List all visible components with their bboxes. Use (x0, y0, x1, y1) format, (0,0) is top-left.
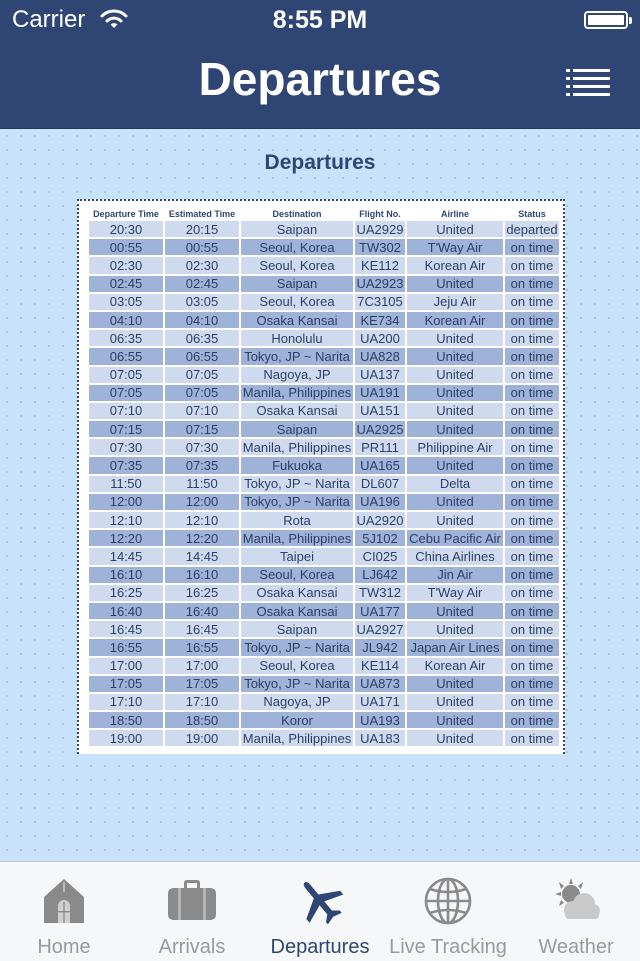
tab-live-tracking[interactable] (384, 862, 512, 961)
cell-estimated-time: 12:20 (165, 530, 239, 546)
cell-airline: United (407, 621, 503, 637)
cell-flight-no: PR111 (355, 439, 405, 455)
table-row[interactable] (89, 221, 559, 237)
cell-status: on time (505, 585, 559, 601)
cell-flight-no: UA191 (355, 385, 405, 401)
cell-airline: United (407, 494, 503, 510)
cell-destination: Tokyo, JP ~ Narita (241, 494, 353, 510)
table-row[interactable] (89, 476, 559, 492)
cell-airline: Jeju Air (407, 294, 503, 310)
header-flight-no: Flight No. (355, 209, 405, 219)
table-row[interactable] (89, 730, 559, 746)
cell-status: on time (505, 439, 559, 455)
cell-status: on time (505, 312, 559, 328)
cell-destination: Koror (241, 712, 353, 728)
tab-weather[interactable] (512, 862, 640, 961)
table-row[interactable] (89, 494, 559, 510)
header-estimated-time: Estimated Time (165, 209, 239, 219)
cell-departure-time: 07:15 (89, 421, 163, 437)
cell-estimated-time: 16:10 (165, 567, 239, 583)
cell-flight-no: CI025 (355, 548, 405, 564)
cell-destination: Seoul, Korea (241, 294, 353, 310)
list-icon[interactable] (566, 68, 610, 100)
cell-destination: Saipan (241, 276, 353, 292)
cell-flight-no: UA2920 (356, 512, 404, 528)
cell-airline: Delta (407, 476, 503, 492)
cell-airline: United (407, 421, 503, 437)
cell-status: on time (505, 548, 559, 564)
table-row[interactable] (89, 439, 559, 455)
cell-departure-time: 12:10 (89, 512, 163, 528)
cell-departure-time: 04:10 (89, 312, 163, 328)
cell-flight-no: UA2925 (356, 421, 404, 437)
cell-flight-no: LJ642 (355, 567, 405, 583)
cell-flight-no: UA151 (355, 403, 405, 419)
cell-estimated-time: 02:45 (165, 276, 239, 292)
carrier-label: Carrier (12, 6, 86, 33)
cell-destination: Seoul, Korea (241, 567, 353, 583)
cell-estimated-time: 12:10 (165, 512, 239, 528)
table-row[interactable] (89, 639, 559, 655)
cell-estimated-time: 07:35 (165, 457, 239, 473)
cell-status: on time (505, 639, 559, 655)
table-row[interactable] (89, 312, 559, 328)
tab-label-home: Home (37, 936, 91, 958)
tab-departures[interactable] (256, 862, 384, 961)
cell-flight-no: UA193 (355, 712, 405, 728)
cell-departure-time: 12:00 (89, 494, 163, 510)
cell-estimated-time: 16:25 (165, 585, 239, 601)
cell-status: on time (505, 421, 559, 437)
cell-status: on time (505, 276, 559, 292)
cell-destination: Saipan (241, 621, 353, 637)
table-row[interactable] (89, 567, 559, 583)
table-row[interactable] (89, 457, 559, 473)
cell-departure-time: 16:10 (89, 567, 163, 583)
table-row[interactable] (89, 257, 559, 273)
table-row[interactable] (89, 276, 559, 292)
cell-estimated-time: 19:00 (165, 730, 239, 746)
cell-estimated-time: 14:45 (165, 548, 239, 564)
cell-airline: United (407, 712, 503, 728)
table-row[interactable] (89, 712, 559, 728)
cell-estimated-time: 16:45 (165, 621, 239, 637)
cell-destination: Osaka Kansai (241, 403, 353, 419)
table-row[interactable] (89, 694, 559, 710)
tab-home[interactable] (0, 862, 128, 961)
departures-table (87, 207, 561, 748)
cell-flight-no: TW312 (355, 585, 405, 601)
cell-flight-no: KE114 (355, 658, 405, 674)
cell-status: on time (505, 330, 559, 346)
cell-status: on time (505, 603, 559, 619)
cell-airline: T'Way Air (407, 239, 503, 255)
cell-estimated-time: 18:50 (165, 712, 239, 728)
cell-status: on time (505, 348, 559, 364)
cell-status: on time (505, 367, 559, 383)
cell-destination: Saipan (241, 421, 353, 437)
table-row[interactable] (89, 530, 559, 546)
cell-estimated-time: 11:50 (165, 476, 239, 492)
cell-flight-no: UA2927 (356, 621, 404, 637)
cell-airline: T'Way Air (407, 585, 503, 601)
cell-airline: Korean Air (407, 658, 503, 674)
cell-departure-time: 07:05 (89, 385, 163, 401)
cell-estimated-time: 07:30 (165, 439, 239, 455)
cell-status: on time (505, 530, 559, 546)
departures-table-frame[interactable] (77, 199, 565, 754)
cell-airline: United (407, 730, 503, 746)
cell-destination: Saipan (241, 221, 353, 237)
cell-estimated-time: 17:00 (165, 658, 239, 674)
cell-destination: Seoul, Korea (241, 239, 353, 255)
cell-status: on time (505, 403, 559, 419)
cell-flight-no: KE734 (355, 312, 405, 328)
cell-flight-no: UA200 (355, 330, 405, 346)
cell-estimated-time: 03:05 (165, 294, 239, 310)
cell-airline: United (407, 676, 503, 692)
cell-estimated-time: 04:10 (165, 312, 239, 328)
cell-airline: Jin Air (407, 567, 503, 583)
sun-cloud-icon (551, 876, 601, 926)
cell-airline: United (407, 276, 503, 292)
cell-flight-no: UA873 (355, 676, 405, 692)
cell-status: on time (505, 621, 559, 637)
suitcase-icon (167, 876, 217, 926)
table-row[interactable] (89, 348, 559, 364)
cell-departure-time: 11:50 (89, 476, 163, 492)
cell-flight-no: TW302 (355, 239, 405, 255)
cell-status: on time (505, 294, 559, 310)
status-time: 8:55 PM (272, 6, 368, 34)
cell-flight-no: UA165 (355, 457, 405, 473)
house-icon (39, 876, 89, 926)
table-row[interactable] (89, 548, 559, 564)
cell-destination: Seoul, Korea (241, 257, 353, 273)
cell-airline: United (407, 403, 503, 419)
cell-flight-no: 5J102 (355, 530, 405, 546)
cell-departure-time: 07:30 (89, 439, 163, 455)
cell-airline: United (407, 694, 503, 710)
cell-departure-time: 02:45 (89, 276, 163, 292)
cell-destination: Nagoya, JP (241, 367, 353, 383)
cell-departure-time: 16:40 (89, 603, 163, 619)
cell-destination: Osaka Kansai (241, 603, 353, 619)
cell-departure-time: 16:25 (89, 585, 163, 601)
cell-estimated-time: 20:15 (165, 221, 239, 237)
cell-estimated-time: 16:40 (165, 603, 239, 619)
cell-airline: United (407, 367, 503, 383)
cell-destination: Seoul, Korea (241, 658, 353, 674)
cell-departure-time: 17:10 (89, 694, 163, 710)
cell-flight-no: UA137 (355, 367, 405, 383)
airplane-icon (295, 876, 345, 926)
cell-estimated-time: 06:55 (165, 348, 239, 364)
status-bar (0, 0, 640, 40)
cell-flight-no: UA183 (355, 730, 405, 746)
cell-destination: Osaka Kansai (241, 585, 353, 601)
cell-status: on time (505, 712, 559, 728)
battery-icon (584, 11, 628, 29)
cell-destination: Tokyo, JP ~ Narita (241, 348, 353, 364)
tab-bar (0, 861, 640, 961)
cell-destination: Manila, Philippines (242, 530, 352, 546)
cell-flight-no: JL942 (355, 639, 405, 655)
cell-destination: Manila, Philippines (242, 730, 352, 746)
cell-status: on time (505, 457, 559, 473)
cell-flight-no: UA177 (355, 603, 405, 619)
table-row[interactable] (89, 294, 559, 310)
cell-airline: China Airlines (407, 548, 503, 564)
cell-departure-time: 00:55 (89, 239, 163, 255)
table-row[interactable] (89, 330, 559, 346)
cell-departure-time: 19:00 (89, 730, 163, 746)
cell-airline: United (407, 221, 503, 237)
cell-status: on time (505, 730, 559, 746)
cell-destination: Nagoya, JP (241, 694, 353, 710)
cell-status: on time (505, 694, 559, 710)
table-row[interactable] (89, 239, 559, 255)
cell-airline: United (407, 330, 503, 346)
cell-flight-no: KE112 (355, 257, 405, 273)
page-heading: Departures (264, 151, 376, 174)
header-status: Status (505, 209, 559, 219)
cell-destination: Manila, Philippines (242, 385, 352, 401)
cell-departure-time: 14:45 (89, 548, 163, 564)
cell-departure-time: 16:55 (89, 639, 163, 655)
cell-estimated-time: 07:05 (165, 367, 239, 383)
cell-airline: Korean Air (407, 257, 503, 273)
cell-departure-time: 16:45 (89, 621, 163, 637)
tab-label-departures: Departures (270, 936, 370, 958)
table-row[interactable] (89, 585, 559, 601)
cell-destination: Tokyo, JP ~ Narita (241, 676, 353, 692)
cell-departure-time: 07:35 (89, 457, 163, 473)
table-row[interactable] (89, 421, 559, 437)
cell-flight-no: UA2929 (356, 221, 404, 237)
cell-destination: Manila, Philippines (242, 439, 352, 455)
cell-status: on time (505, 658, 559, 674)
cell-destination: Rota (241, 512, 353, 528)
cell-flight-no: 7C3105 (355, 294, 405, 310)
tab-label-arrivals: Arrivals (158, 936, 226, 958)
cell-flight-no: UA828 (355, 348, 405, 364)
cell-estimated-time: 00:55 (165, 239, 239, 255)
cell-status: on time (505, 239, 559, 255)
departures-content[interactable] (0, 129, 640, 860)
cell-airline: United (407, 348, 503, 364)
cell-destination: Honolulu (241, 330, 353, 346)
cell-estimated-time: 02:30 (165, 257, 239, 273)
table-row[interactable] (89, 676, 559, 692)
cell-status: on time (505, 512, 559, 528)
table-row[interactable] (89, 512, 559, 528)
header-destination: Destination (241, 209, 353, 219)
cell-departure-time: 17:05 (89, 676, 163, 692)
table-row[interactable] (89, 621, 559, 637)
cell-flight-no: UA196 (355, 494, 405, 510)
cell-estimated-time: 06:35 (165, 330, 239, 346)
cell-estimated-time: 12:00 (165, 494, 239, 510)
cell-airline: United (407, 457, 503, 473)
globe-icon (423, 876, 473, 926)
header-departure-time: Departure Time (89, 209, 163, 219)
nav-title: Departures (198, 53, 442, 105)
cell-airline: United (407, 512, 503, 528)
cell-estimated-time: 07:05 (165, 385, 239, 401)
tab-label-live-tracking: Live Tracking (389, 936, 507, 958)
table-row[interactable] (89, 385, 559, 401)
cell-airline: Cebu Pacific Air (407, 530, 503, 546)
cell-estimated-time: 16:55 (165, 639, 239, 655)
cell-status: on time (505, 385, 559, 401)
table-header-row (89, 209, 559, 219)
cell-flight-no: DL607 (355, 476, 405, 492)
cell-departure-time: 07:05 (89, 367, 163, 383)
cell-departure-time: 03:05 (89, 294, 163, 310)
cell-airline: Japan Air Lines (407, 639, 503, 655)
cell-departure-time: 07:10 (89, 403, 163, 419)
header-airline: Airline (407, 209, 503, 219)
table-row[interactable] (89, 367, 559, 383)
cell-estimated-time: 07:15 (165, 421, 239, 437)
cell-estimated-time: 17:10 (165, 694, 239, 710)
cell-destination: Osaka Kansai (241, 312, 353, 328)
cell-departure-time: 06:35 (89, 330, 163, 346)
table-row[interactable] (89, 603, 559, 619)
cell-status: on time (505, 494, 559, 510)
cell-airline: United (407, 385, 503, 401)
cell-status: on time (505, 257, 559, 273)
cell-estimated-time: 17:05 (165, 676, 239, 692)
cell-destination: Tokyo, JP ~ Narita (241, 476, 353, 492)
cell-flight-no: UA2923 (356, 276, 404, 292)
cell-status: on time (505, 567, 559, 583)
cell-destination: Taipei (241, 548, 353, 564)
cell-departure-time: 02:30 (89, 257, 163, 273)
cell-destination: Tokyo, JP ~ Narita (241, 639, 353, 655)
tab-label-weather: Weather (538, 936, 614, 958)
cell-airline: Korean Air (407, 312, 503, 328)
table-row[interactable] (89, 658, 559, 674)
tab-arrivals[interactable] (128, 862, 256, 961)
cell-departure-time: 18:50 (89, 712, 163, 728)
cell-departure-time: 06:55 (89, 348, 163, 364)
cell-destination: Fukuoka (241, 457, 353, 473)
cell-departure-time: 17:00 (89, 658, 163, 674)
cell-departure-time: 20:30 (89, 221, 163, 237)
cell-airline: Philippine Air (407, 439, 503, 455)
cell-status: on time (505, 676, 559, 692)
table-row[interactable] (89, 403, 559, 419)
cell-status: departed (506, 221, 558, 237)
nav-bar (0, 40, 640, 129)
cell-airline: United (407, 603, 503, 619)
cell-departure-time: 12:20 (89, 530, 163, 546)
cell-status: on time (505, 476, 559, 492)
cell-estimated-time: 07:10 (165, 403, 239, 419)
cell-flight-no: UA171 (355, 694, 405, 710)
